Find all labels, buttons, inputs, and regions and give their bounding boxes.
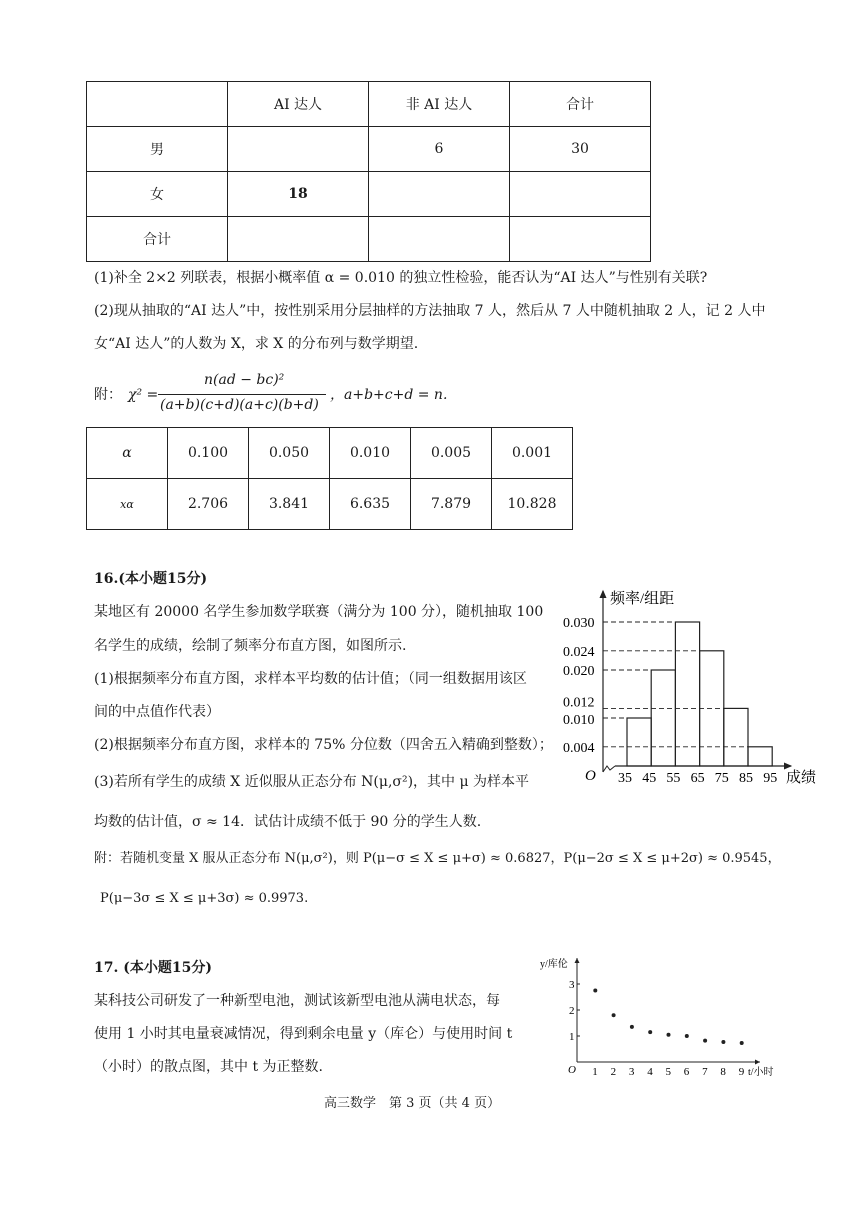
table-cell: 0.010 bbox=[330, 428, 411, 479]
battery-scatter-plot bbox=[530, 945, 790, 1080]
table-row bbox=[87, 127, 651, 172]
critical-value-table bbox=[86, 427, 573, 530]
y-tick-label: 0.024 bbox=[563, 644, 595, 660]
histogram-bar bbox=[724, 708, 748, 766]
x-tick-label: 4 bbox=[647, 1066, 653, 1078]
fraction-bar bbox=[158, 394, 326, 395]
table-cell: 0.001 bbox=[492, 428, 573, 479]
table-header-row bbox=[87, 82, 651, 127]
table-cell: 30 bbox=[510, 127, 651, 172]
y-tick-label: 0.030 bbox=[563, 616, 595, 631]
scatter-point bbox=[740, 1041, 744, 1045]
y-tick-label: 0.010 bbox=[563, 713, 595, 728]
formula-prefix: 附： bbox=[94, 387, 122, 403]
scatter-point bbox=[703, 1039, 707, 1043]
x-tick-label: 6 bbox=[683, 1066, 690, 1078]
q16-header: 16.(本小题15分) bbox=[94, 571, 208, 587]
x-axis-label: t/小时 bbox=[748, 1067, 774, 1078]
table-cell: 10.828 bbox=[492, 479, 573, 530]
formula-suffix: ，a+b+c+d = n. bbox=[330, 387, 448, 403]
q17-line: 某科技公司研发了一种新型电池，测试该新型电池从满电状态，每 bbox=[94, 993, 500, 1009]
scatter-point bbox=[630, 1025, 634, 1029]
histogram-bar bbox=[651, 670, 675, 766]
x-axis-label: 成绩 bbox=[786, 770, 817, 786]
y-tick-label: 1 bbox=[569, 1031, 575, 1043]
row-label: 男 bbox=[87, 127, 228, 172]
table-row bbox=[87, 217, 651, 262]
formula-numerator: n(ad − bc)² bbox=[204, 372, 285, 388]
y-tick-label: 0.020 bbox=[563, 664, 595, 679]
table-cell bbox=[369, 172, 510, 217]
scatter-points bbox=[593, 989, 743, 1046]
formula-lhs: χ² = bbox=[128, 387, 159, 403]
scatter-point bbox=[667, 1033, 671, 1037]
q16-line: 名学生的成绩，绘制了频率分布直方图，如图所示. bbox=[94, 638, 407, 654]
row-label: xα bbox=[87, 479, 168, 530]
y-axis-label: 频率/组距 bbox=[610, 591, 675, 607]
table-cell bbox=[510, 172, 651, 217]
scatter-point bbox=[593, 989, 597, 993]
table-cell: 0.050 bbox=[249, 428, 330, 479]
row-label: 女 bbox=[87, 172, 228, 217]
x-tick-label: 5 bbox=[665, 1066, 671, 1078]
x-tick-labels bbox=[592, 1066, 744, 1078]
frequency-histogram bbox=[550, 580, 830, 790]
table-cell: 2.706 bbox=[168, 479, 249, 530]
y-tick-label: 0.004 bbox=[563, 740, 595, 756]
axis-break bbox=[603, 766, 615, 772]
table-cell: 0.100 bbox=[168, 428, 249, 479]
x-tick-label: 85 bbox=[739, 771, 753, 786]
q16-appendix-line1: 附：若随机变量 X 服从正态分布 N(μ,σ²)，则 P(μ−σ ≤ X ≤ μ+σ) ≈ 0.6827，P(μ−2σ ≤ X ≤ μ+2σ) ≈ 0.9545， bbox=[94, 851, 781, 866]
table-cell: 0.005 bbox=[411, 428, 492, 479]
q16-line: 某地区有 20000 名学生参加数学联赛（满分为 100 分），随机抽取 100 bbox=[94, 604, 544, 620]
table-cell: 6 bbox=[369, 127, 510, 172]
table-cell bbox=[228, 127, 369, 172]
scatter-point bbox=[612, 1013, 616, 1017]
y-tick-labels bbox=[563, 616, 595, 756]
scatter-point bbox=[721, 1040, 725, 1044]
row-label: 合计 bbox=[87, 217, 228, 262]
x-tick-label: 1 bbox=[592, 1066, 598, 1078]
table-row-x-alpha bbox=[87, 479, 573, 530]
q17-line: （小时）的散点图，其中 t 为正整数. bbox=[94, 1059, 323, 1075]
table-header-cell bbox=[87, 82, 228, 127]
x-tick-label: 75 bbox=[714, 771, 729, 786]
y-axis-label: y/库伦 bbox=[540, 959, 568, 970]
table-cell bbox=[510, 217, 651, 262]
y-tick-label: 0.012 bbox=[563, 695, 595, 711]
q16-line: (3)若所有学生的成绩 X 近似服从正态分布 N(μ,σ²)，其中 μ 为样本平 bbox=[94, 774, 530, 790]
table-cell: 18 bbox=[228, 172, 369, 217]
x-tick-label: 8 bbox=[720, 1066, 726, 1078]
q15-part2-line2: 女“AI 达人”的人数为 X，求 X 的分布列与数学期望. bbox=[94, 336, 419, 352]
table-row bbox=[87, 172, 651, 217]
y-tick-label: 2 bbox=[569, 1005, 575, 1017]
table-header-cell: 合计 bbox=[510, 82, 651, 127]
x-tick-label: 9 bbox=[738, 1066, 745, 1078]
x-tick-label: 7 bbox=[702, 1066, 708, 1078]
contingency-table bbox=[86, 81, 651, 262]
scatter-point bbox=[685, 1034, 689, 1038]
table-header-cell: AI 达人 bbox=[228, 82, 369, 127]
y-tick-label: 3 bbox=[569, 979, 575, 991]
table-cell bbox=[228, 217, 369, 262]
histogram-bar bbox=[748, 747, 772, 766]
q15-part2-line1: (2)现从抽取的“AI 达人”中，按性别采用分层抽样的方法抽取 7 人，然后从 7 人中随机抽取 2 人，记 2 人中 bbox=[94, 303, 766, 319]
page-footer: 高三数学 第 3 页（共 4 页） bbox=[324, 1096, 501, 1111]
table-cell: 6.635 bbox=[330, 479, 411, 530]
q16-line: (1)根据频率分布直方图，求样本平均数的估计值；（同一组数据用该区 bbox=[94, 671, 527, 687]
x-tick-labels bbox=[618, 771, 777, 786]
q15-part1: (1)补全 2×2 列联表，根据小概率值 α = 0.010 的独立性检验，能否认为“AI 达人”与性别有关联? bbox=[94, 270, 708, 286]
table-header-cell: 非 AI 达人 bbox=[369, 82, 510, 127]
q16-line: 均数的估计值，σ ≈ 14．试估计成绩不低于 90 分的学生人数. bbox=[94, 814, 482, 830]
origin-label: O bbox=[568, 1064, 576, 1076]
scatter-point bbox=[648, 1030, 652, 1034]
table-cell bbox=[369, 217, 510, 262]
q16-line: (2)根据频率分布直方图，求样本的 75% 分位数（四舍五入精确到整数）； bbox=[94, 737, 553, 753]
origin-label: O bbox=[585, 768, 596, 784]
x-tick-label: 3 bbox=[628, 1066, 635, 1078]
y-tick-labels bbox=[569, 979, 580, 1043]
formula-denominator: (a+b)(c+d)(a+c)(b+d) bbox=[160, 397, 319, 413]
table-row-alpha bbox=[87, 428, 573, 479]
histogram-bar bbox=[627, 718, 651, 766]
row-label: α bbox=[87, 428, 168, 479]
x-tick-label: 35 bbox=[618, 771, 632, 786]
histogram-bars bbox=[627, 622, 772, 766]
q16-line: 间的中点值作代表） bbox=[94, 704, 220, 720]
x-tick-label: 45 bbox=[642, 771, 657, 786]
table-cell: 7.879 bbox=[411, 479, 492, 530]
q17-header: 17. (本小题15分) bbox=[94, 960, 212, 976]
x-tick-label: 55 bbox=[666, 771, 681, 786]
x-tick-label: 95 bbox=[763, 771, 778, 786]
x-tick-label: 2 bbox=[610, 1066, 617, 1078]
table-cell: 3.841 bbox=[249, 479, 330, 530]
q16-appendix-line2: P(μ−3σ ≤ X ≤ μ+3σ) ≈ 0.9973. bbox=[100, 891, 309, 906]
x-tick-label: 65 bbox=[690, 771, 705, 786]
q17-line: 使用 1 小时其电量衰减情况，得到剩余电量 y（库仑）与使用时间 t bbox=[94, 1026, 513, 1042]
histogram-bar bbox=[675, 622, 699, 766]
